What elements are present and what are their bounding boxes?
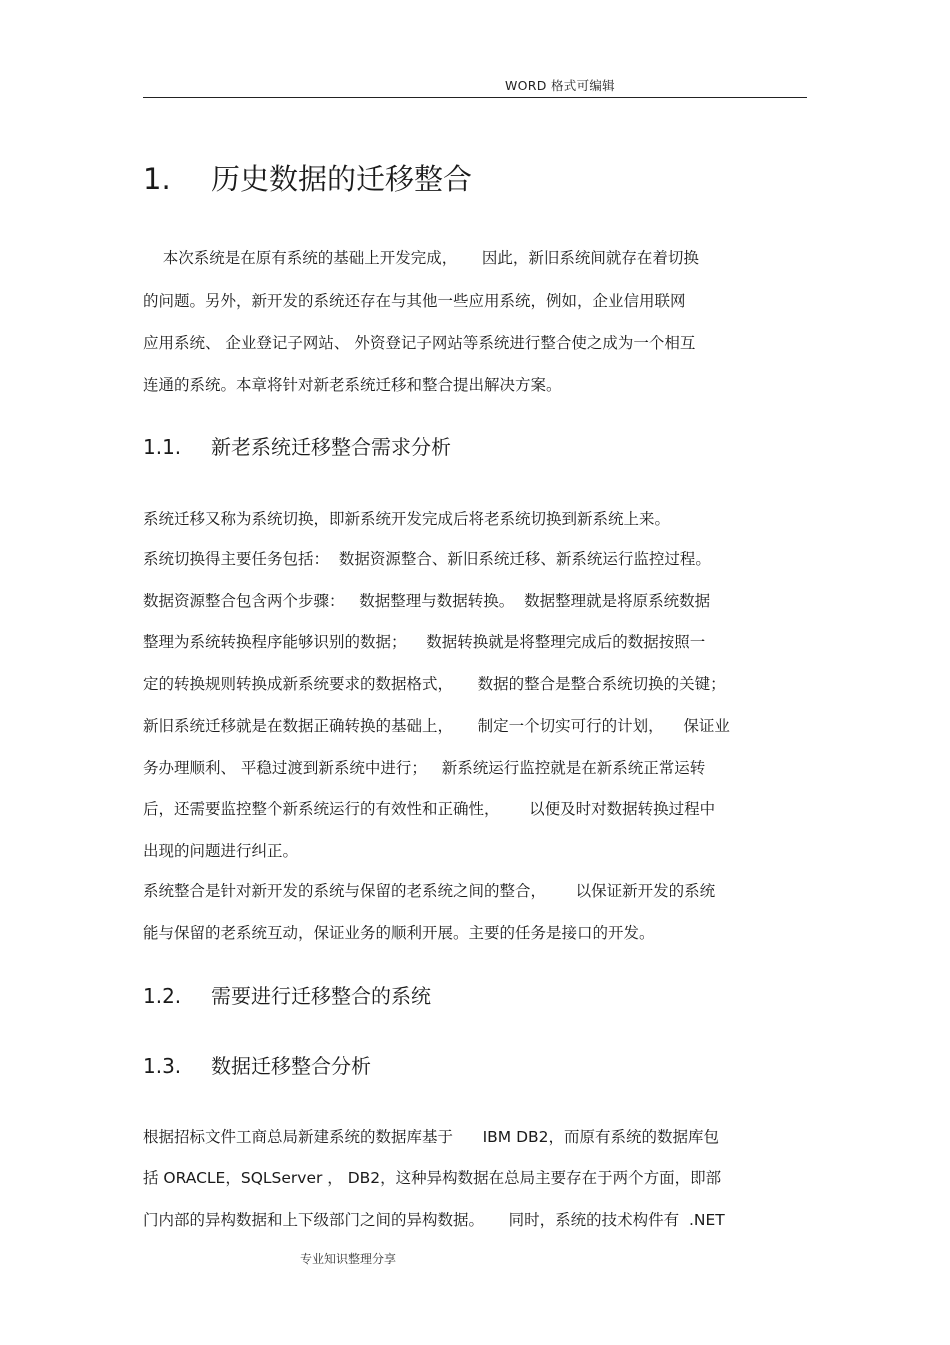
- paragraph-line: 能与保留的老系统互动，保证业务的顺利开展。主要的任务是接口的开发。: [143, 924, 655, 942]
- section-heading: [143, 157, 472, 198]
- paragraph-line: 后，还需要监控整个新系统运行的有效性和正确性， 以便及时对数据转换过程中: [143, 800, 716, 818]
- subsection-number: 1.2.: [143, 984, 182, 1008]
- paragraph-line: 系统整合是针对新开发的系统与保留的老系统之间的整合， 以保证新开发的系统: [143, 882, 716, 900]
- paragraph-line: 门内部的异构数据和上下级部门之间的异构数据。 同时，系统的技术构件有 .NET: [143, 1211, 725, 1229]
- paragraph-line: 系统迁移又称为系统切换，即新系统开发完成后将老系统切换到新系统上来。: [143, 510, 671, 528]
- paragraph-line: 括 ORACLE，SQLServer ， DB2，这种异构数据在总局主要存在于两个方面，即部: [143, 1169, 722, 1187]
- header-divider: [143, 97, 807, 98]
- paragraph-line: 定的转换规则转换成新系统要求的数据格式， 数据的整合是整合系统切换的关键；: [143, 675, 726, 693]
- subsection-heading: [143, 431, 451, 460]
- paragraph-line: 应用系统、 企业登记子网站、 外资登记子网站等系统进行整合使之成为一个相互: [143, 334, 696, 352]
- paragraph-line: 本次系统是在原有系统的基础上开发完成， 因此，新旧系统间就存在着切换: [143, 249, 699, 267]
- paragraph-line: 出现的问题进行纠正。: [143, 842, 299, 860]
- subsection-title: 数据迁移整合分析: [211, 1054, 371, 1078]
- paragraph-line: 务办理顺利、 平稳过渡到新系统中进行； 新系统运行监控就是在新系统正常运转: [143, 759, 706, 777]
- paragraph-line: 整理为系统转换程序能够识别的数据； 数据转换就是将整理完成后的数据按照一: [143, 633, 706, 651]
- subsection-number: 1.3.: [143, 1054, 182, 1078]
- subsection-title: 需要进行迁移整合的系统: [211, 984, 431, 1008]
- subsection-heading: [143, 1050, 371, 1079]
- section-number: 1.: [143, 162, 171, 196]
- page-footer-text: 专业知识整理分享: [300, 1252, 397, 1266]
- paragraph-line: 新旧系统迁移就是在数据正确转换的基础上， 制定一个切实可行的计划， 保证业: [143, 717, 730, 735]
- paragraph-line: 连通的系统。本章将针对新老系统迁移和整合提出解决方案。: [143, 376, 562, 394]
- page-header-text: WORD 格式可编辑: [505, 78, 615, 93]
- subsection-title: 新老系统迁移整合需求分析: [211, 435, 451, 459]
- paragraph-line: 根据招标文件工商总局新建系统的数据库基于 IBM DB2，而原有系统的数据库包: [143, 1128, 719, 1146]
- subsection-heading: [143, 980, 431, 1009]
- paragraph-line: 数据资源整合包含两个步骤： 数据整理与数据转换。 数据整理就是将原系统数据: [143, 592, 711, 610]
- section-title: 历史数据的迁移整合: [211, 162, 473, 196]
- subsection-number: 1.1.: [143, 435, 182, 459]
- paragraph-line: 的问题。另外，新开发的系统还存在与其他一些应用系统，例如，企业信用联网: [143, 292, 686, 310]
- paragraph-line: 系统切换得主要任务包括： 数据资源整合、新旧系统迁移、新系统运行监控过程。: [143, 550, 711, 568]
